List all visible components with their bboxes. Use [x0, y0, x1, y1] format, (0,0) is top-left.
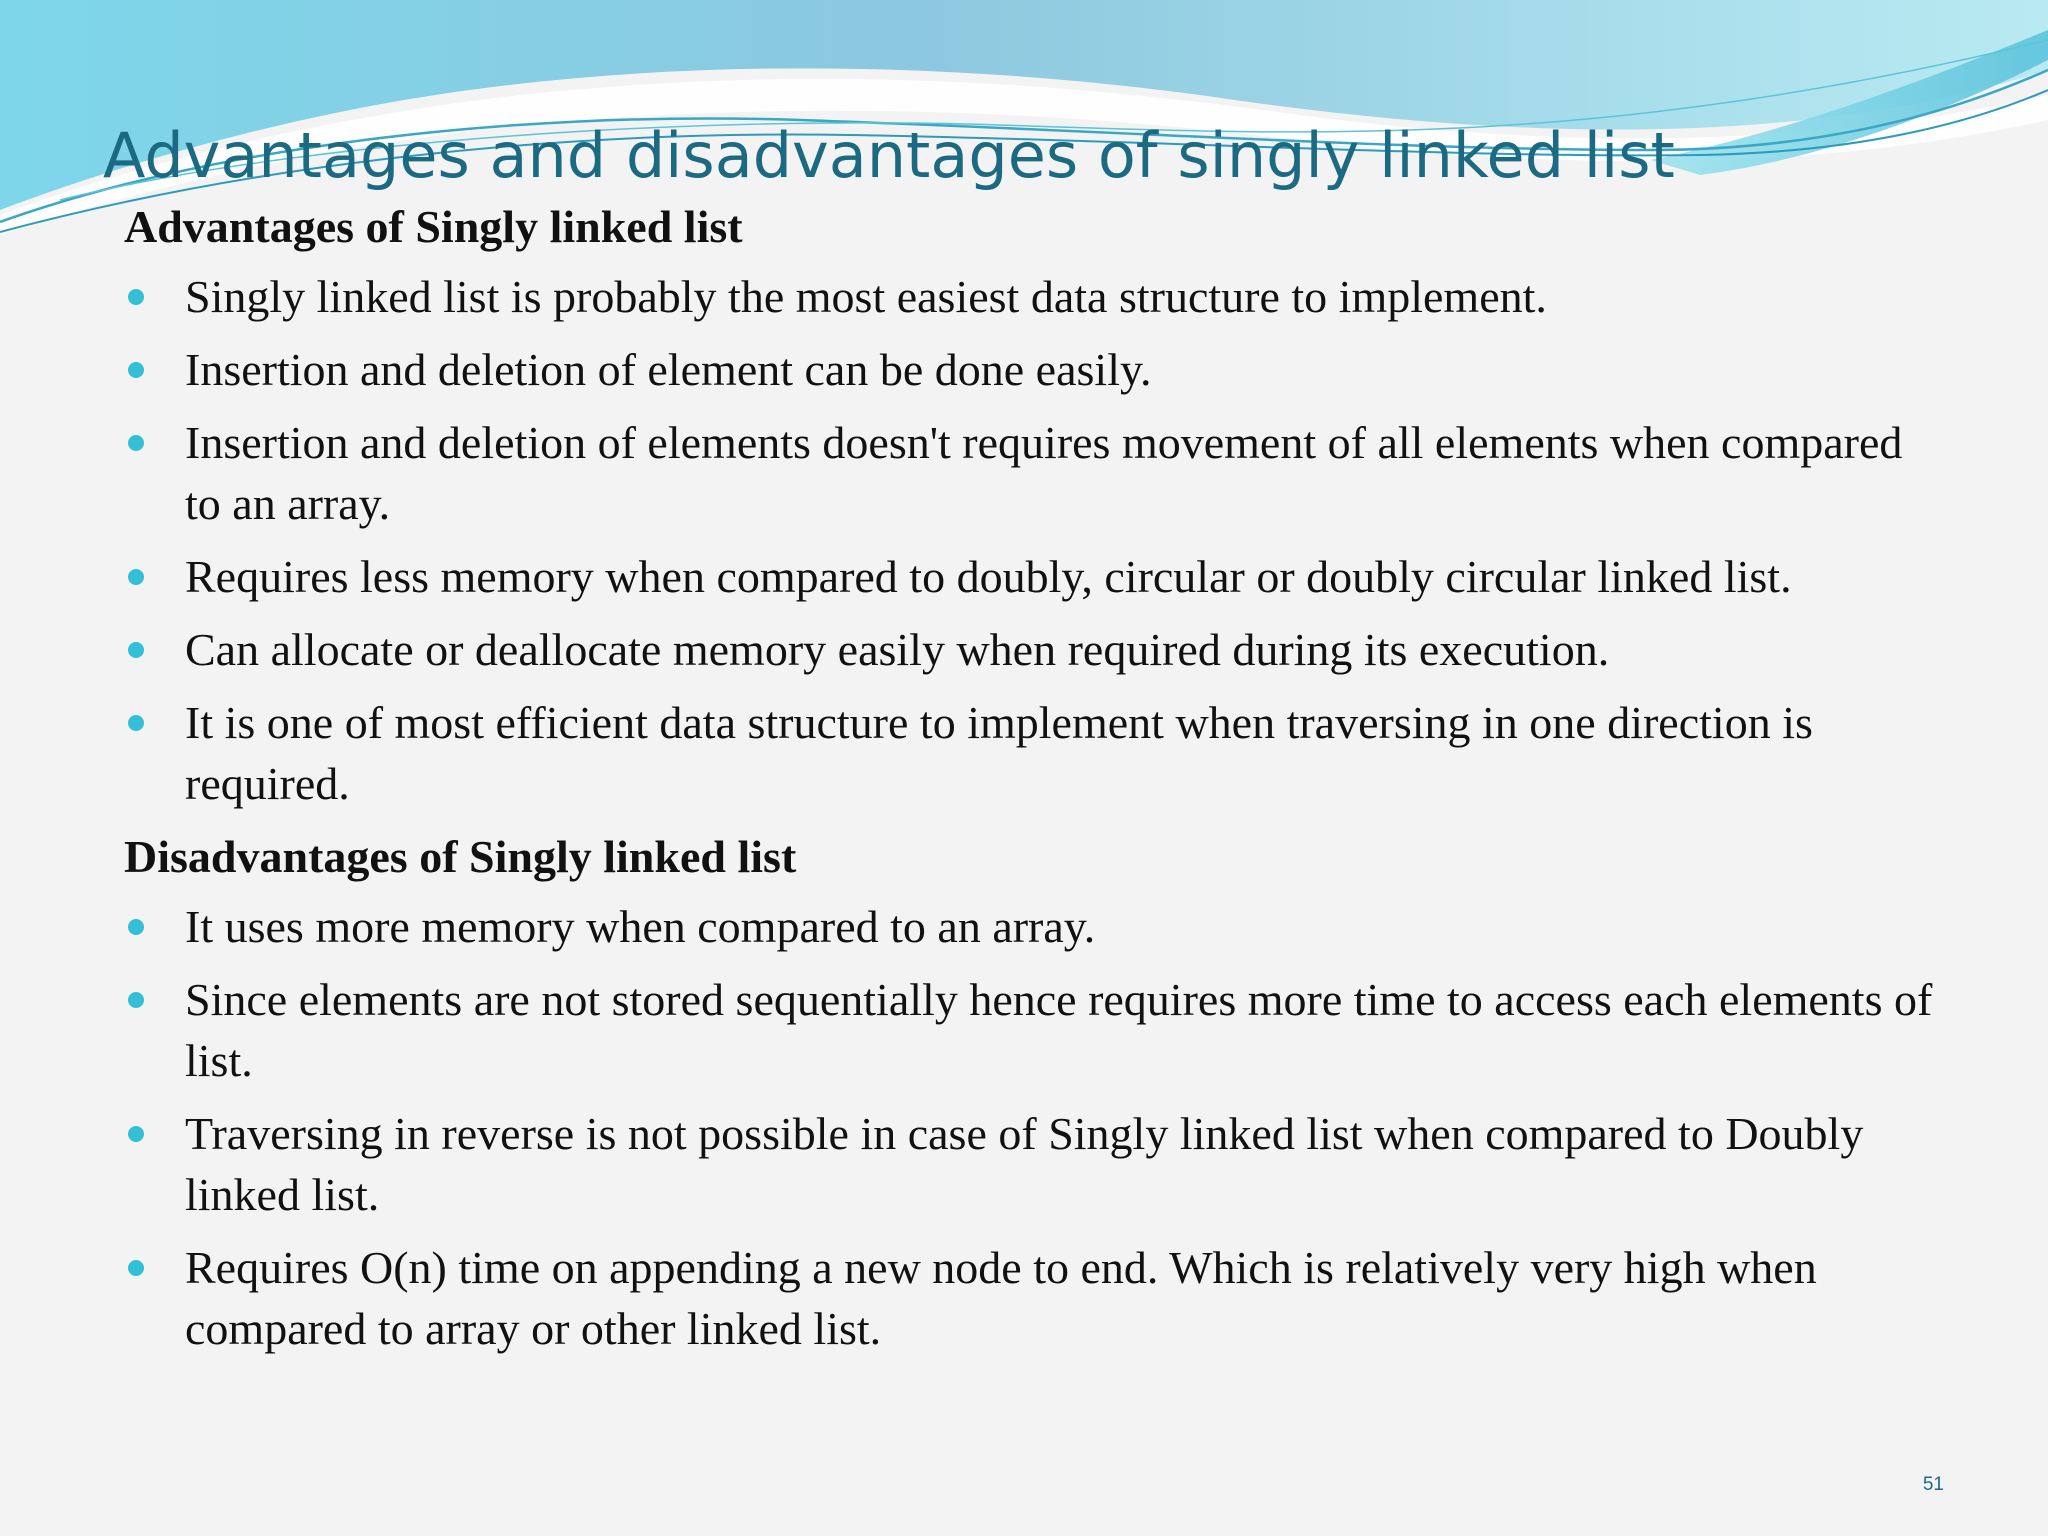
slide-number: 51 — [1922, 1474, 1944, 1495]
list-item — [124, 692, 1944, 814]
list-item-text: It uses more memory when compared to an array. — [185, 901, 1096, 952]
bullet-dot-icon — [128, 1260, 144, 1276]
list-item-text: Requires O(n) time on appending a new node to end. Which is relatively very high when compared to array or other linked list. — [185, 1242, 1817, 1354]
slide-title: Advantages and disadvantages of singly linked list — [103, 119, 1675, 192]
bullet-dot-icon — [128, 435, 144, 451]
list-item-text: Insertion and deletion of element can be done easily. — [185, 344, 1152, 395]
bullet-dot-icon — [128, 569, 144, 585]
list-item — [124, 619, 1944, 680]
bullet-dot-icon — [128, 992, 144, 1008]
disadvantages-heading: Disadvantages of Singly linked list — [124, 831, 797, 882]
advantages-heading: Advantages of Singly linked list — [124, 201, 743, 252]
bullet-dot-icon — [128, 715, 144, 731]
advantages-list — [124, 266, 1944, 814]
list-item — [124, 546, 1944, 607]
list-item-text: Traversing in reverse is not possible in case of Singly linked list when compared to Doubly linked list. — [185, 1108, 1864, 1220]
bullet-dot-icon — [128, 362, 144, 378]
list-item-text: Requires less memory when compared to doubly, circular or doubly circular linked list. — [185, 551, 1792, 602]
list-item — [124, 969, 1944, 1091]
list-item — [124, 1237, 1944, 1359]
list-item — [124, 896, 1944, 957]
bullet-dot-icon — [128, 642, 144, 658]
list-item — [124, 1103, 1944, 1225]
list-item — [124, 339, 1944, 400]
bullet-dot-icon — [128, 919, 144, 935]
bullet-dot-icon — [128, 289, 144, 305]
disadvantages-list — [124, 896, 1944, 1359]
slide-content — [124, 196, 1944, 1371]
list-item-text: Can allocate or deallocate memory easily when required during its execution. — [185, 624, 1610, 675]
list-item-text: Insertion and deletion of elements doesn't requires movement of all elements when compared to an array. — [185, 417, 1903, 529]
list-item-text: Singly linked list is probably the most easiest data structure to implement. — [185, 271, 1547, 322]
list-item-text: Since elements are not stored sequentially hence requires more time to access each elements of list. — [185, 974, 1933, 1086]
list-item — [124, 266, 1944, 327]
bullet-dot-icon — [128, 1126, 144, 1142]
list-item-text: It is one of most efficient data structure to implement when traversing in one direction is required. — [185, 697, 1813, 809]
list-item — [124, 412, 1944, 534]
